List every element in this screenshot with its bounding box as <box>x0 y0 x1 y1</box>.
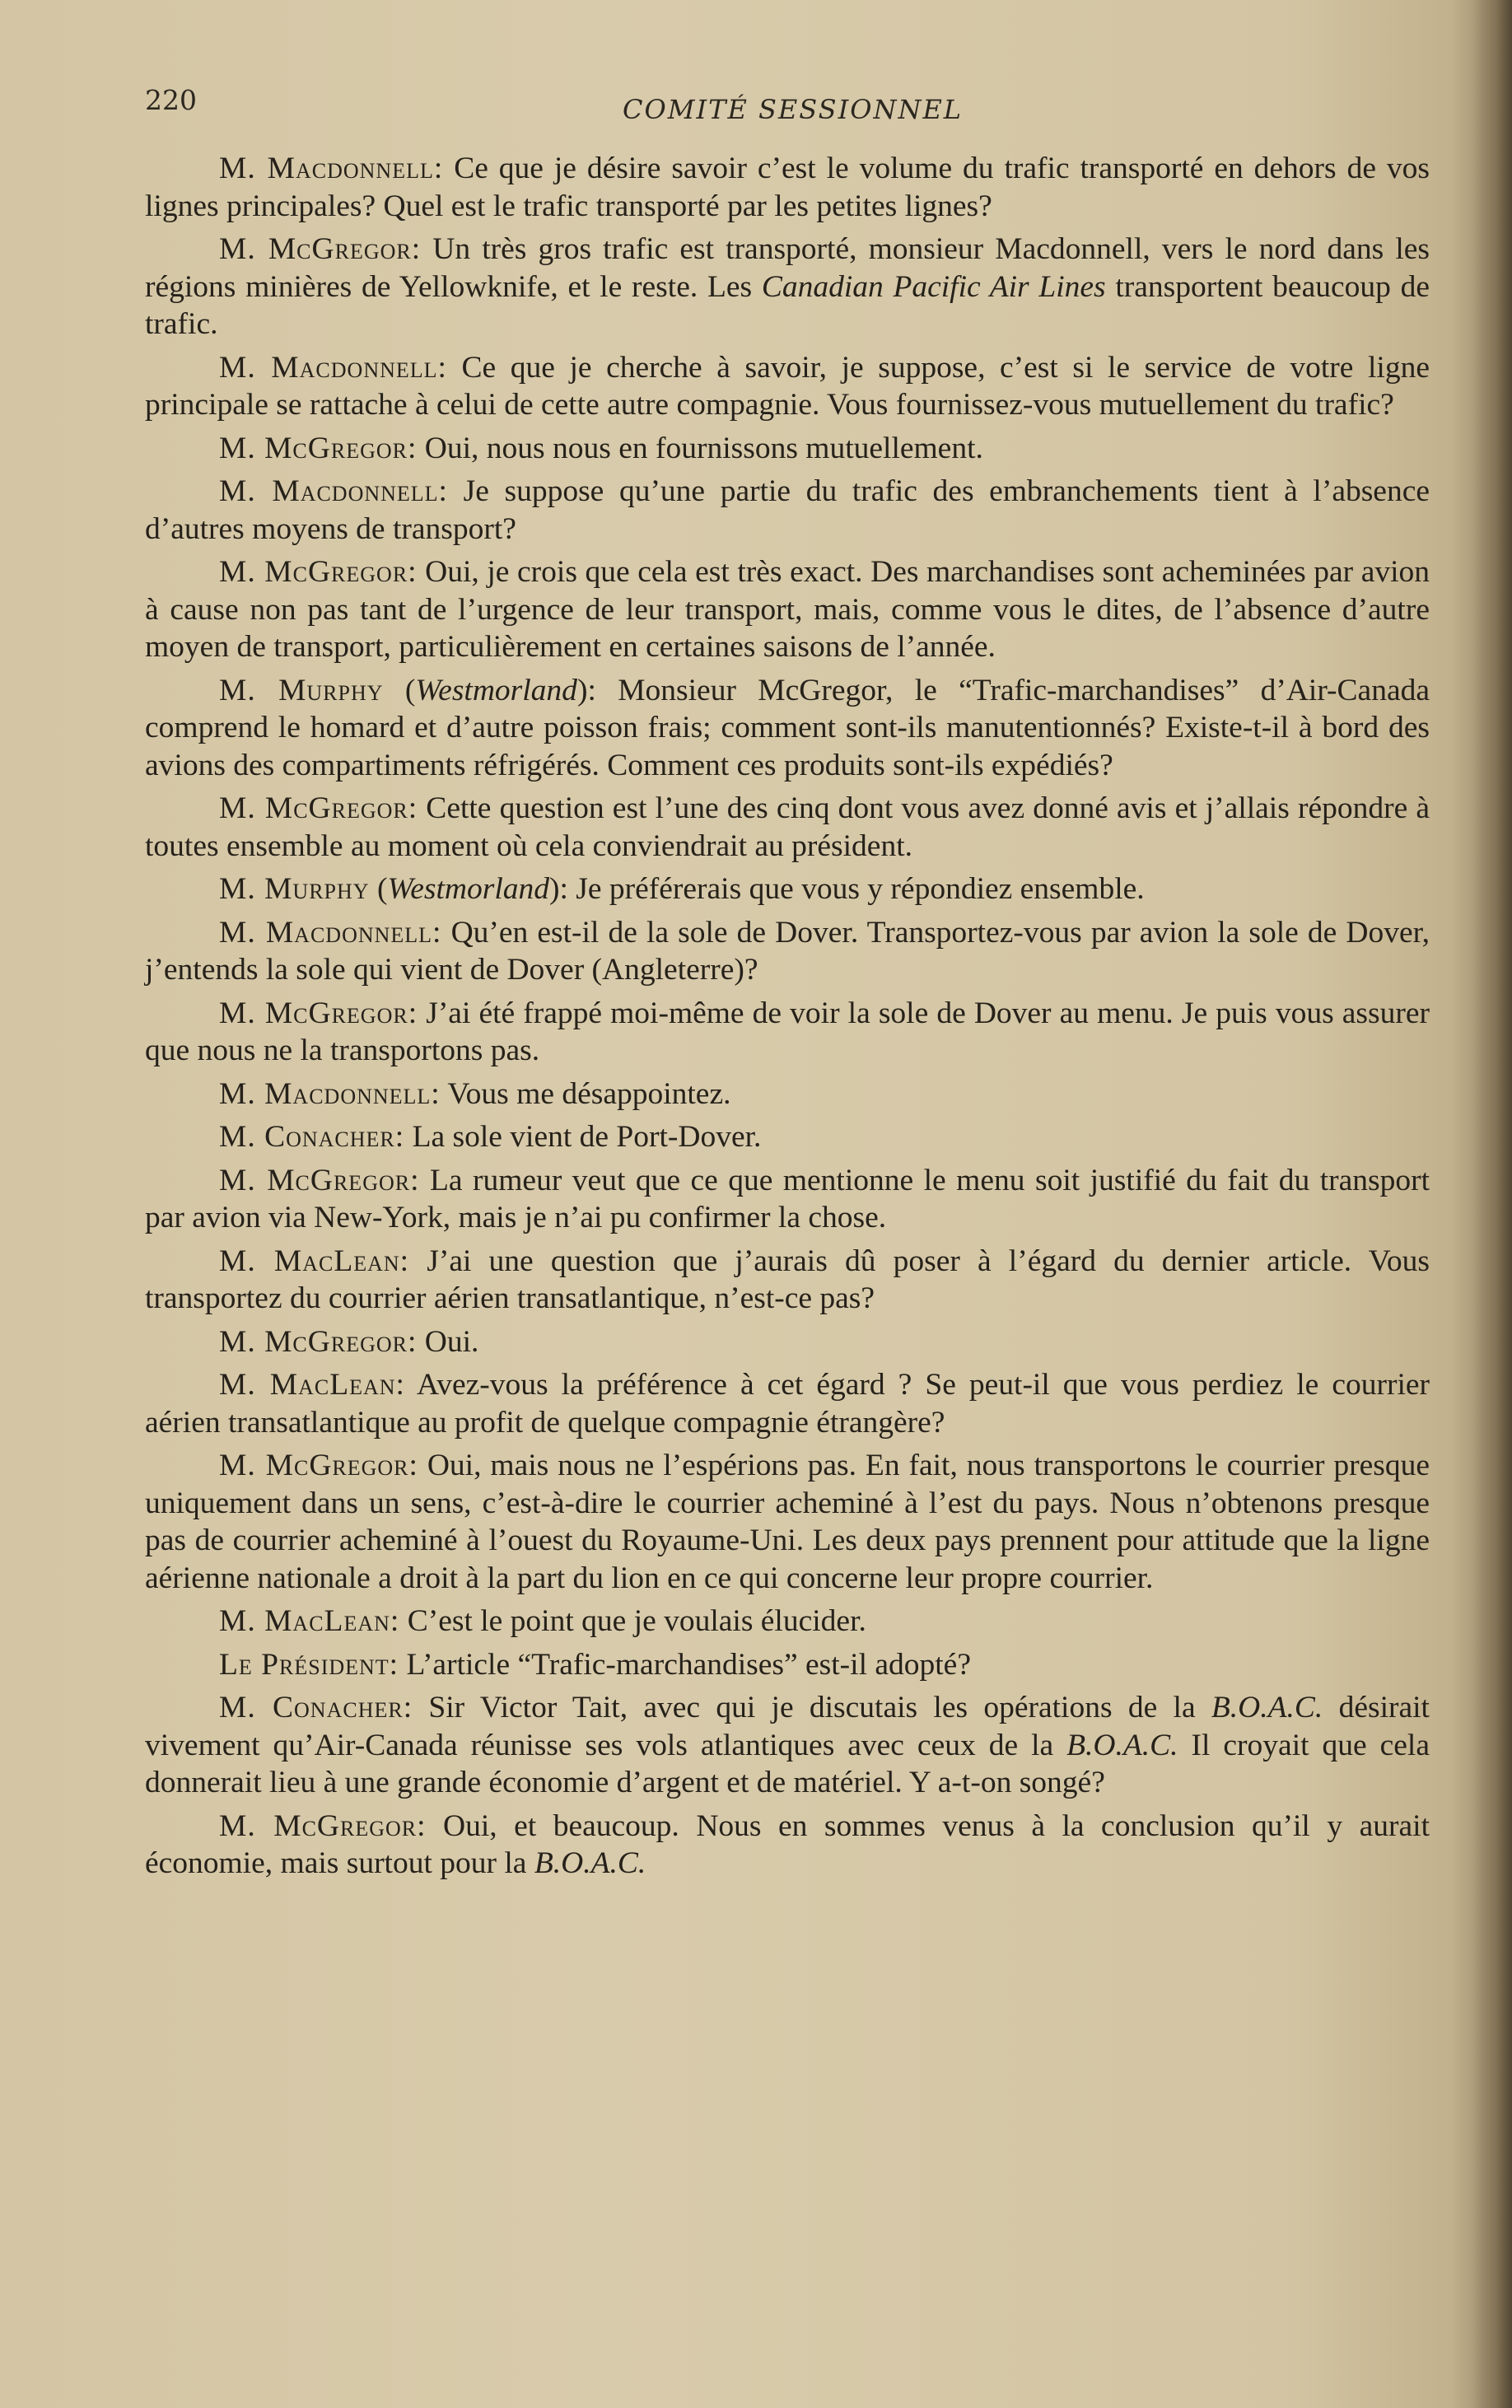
transcript-paragraph <box>145 1076 1430 1113</box>
speech-text: Qu’en est-il de la sole de Dover. Transportez-vous par avion la sole de Dover, j’entends la sole qui vient de Dover (Angleterre)? <box>145 915 1430 987</box>
speaker-name: M. McGregor: <box>219 1808 427 1843</box>
speaker-name: M. Macdonnell: <box>219 350 447 385</box>
transcript-paragraph <box>145 349 1430 424</box>
page-edge-shadow <box>1472 0 1512 2408</box>
speaker-name: M. McGregor: <box>219 1163 420 1197</box>
speech-text: Un très gros trafic est transporté, monsieur Macdonnell, vers le nord dans les régions minières de Yellowknife, et le reste. Les Canadian Pacific Air Lines transportent beaucoup de trafic. <box>145 232 1430 341</box>
speech-text: Sir Victor Tait, avec qui je discutais les opérations de la B.O.A.C. désirait vivement qu’Air-Canada réunisse ses vols atlantiques avec ceux de la B.O.A.C. Il croyait que cela donnerait lieu à une grande économie d’argent et de matériel. Y a-t-on songé? <box>145 1691 1430 1799</box>
speech-text: Avez-vous la préférence à cet égard ? Se peut-il que vous perdiez le courrier aérien transatlantique au profit de quelque compagnie étrangère? <box>145 1368 1430 1440</box>
speaker-name: Le Président: <box>219 1647 399 1682</box>
speaker-name: M. Macdonnell: <box>219 152 444 185</box>
page-header <box>145 84 1430 133</box>
speech-text: Ce que je désire savoir c’est le volume du trafic transporté en dehors de vos lignes principales? Quel est le trafic transporté par les petites lignes? <box>145 152 1430 223</box>
transcript-paragraph <box>145 430 1430 468</box>
transcript-paragraph <box>145 150 1430 225</box>
speech-text: Oui, et beaucoup. Nous en sommes venus à la conclusion qu’il y aurait économie, mais surtout pour la B.O.A.C. <box>145 1808 1430 1880</box>
speaker-name: M. Macdonnell: <box>219 1076 441 1111</box>
transcript-paragraph <box>145 914 1430 989</box>
speaker-name: M. Murphy <box>219 673 384 707</box>
speech-text: L’article “Trafic-marchandises” est-il adopté? <box>399 1647 971 1682</box>
speaker-name: M. McGregor: <box>219 232 422 266</box>
speaker-name: M. McGregor: <box>219 1324 418 1359</box>
transcript-paragraph <box>145 1646 1430 1684</box>
speaker-name: M. Conacher: <box>219 1120 405 1154</box>
transcript-paragraph <box>145 870 1430 908</box>
transcript-paragraph <box>145 1603 1430 1640</box>
speech-text: Vous me désappointez. <box>440 1076 731 1111</box>
speech-text: Je suppose qu’une partie du trafic des embranchements tient à l’absence d’autres moyens de transport? <box>145 474 1430 546</box>
speech-text: La sole vient de Port-Dover. <box>404 1120 762 1154</box>
speaker-name: M. Macdonnell: <box>219 915 442 950</box>
speaker-name: M. McGregor: <box>219 555 418 589</box>
transcript-paragraph <box>145 1689 1430 1802</box>
speech-text: : Je préférerais que vous y répondiez ensemble. <box>559 872 1145 906</box>
speech-text: Oui, mais nous ne l’espérions pas. En fait, nous transportons le courrier presque uniquement dans un sens, c’est-à-dire le courrier acheminé à l’est du pays. Nous n’obtenons presque pas de courrier acheminé à l’ouest du Royaume-Uni. Les deux pays prennent pour attitude que la ligne aérienne nationale a droit à la part du lion en ce qui concerne leur propre courrier. <box>145 1449 1430 1595</box>
speech-text: Cette question est l’une des cinq dont vous avez donné avis et j’allais répondre à toutes ensemble au moment où cela conviendrait au président. <box>145 791 1430 863</box>
transcript-paragraph <box>145 473 1430 548</box>
transcript-body <box>145 150 1430 1888</box>
speech-text: J’ai une question que j’aurais dû poser à l’égard du dernier article. Vous transportez du courrier aérien transatlantique, n’est-ce pas? <box>145 1244 1430 1315</box>
transcript-paragraph <box>145 231 1430 343</box>
page-number: 220 <box>145 84 197 116</box>
speaker-name: M. MacLean: <box>219 1368 405 1402</box>
transcript-paragraph <box>145 790 1430 865</box>
speech-text: Oui, nous nous en fournissons mutuellement. <box>417 431 983 465</box>
speaker-name: M. McGregor: <box>219 996 418 1030</box>
transcript-paragraph <box>145 1243 1430 1318</box>
transcript-paragraph <box>145 1447 1430 1597</box>
transcript-paragraph <box>145 553 1430 666</box>
speech-text: Ce que je cherche à savoir, je suppose, c’est si le service de votre ligne principale se rattache à celui de cette autre compagnie. Vous fournissez-vous mutuellement du trafic? <box>145 350 1430 422</box>
transcript-paragraph <box>145 1162 1430 1237</box>
speech-text: J’ai été frappé moi-même de voir la sole de Dover au menu. Je puis vous assurer que nous ne la transportons pas. <box>145 996 1430 1067</box>
speaker-name: M. McGregor: <box>219 791 418 825</box>
speaker-riding: (Westmorland) <box>383 673 588 707</box>
speech-text: La rumeur veut que ce que mentionne le menu soit justifié du fait du transport par avion via New-York, mais je n’ai pu confirmer la chose. <box>145 1163 1430 1234</box>
speech-text: : Monsieur McGregor, le “Trafic-marchandises” d’Air-Canada comprend le homard et d’autre poisson frais; comment sont-ils manutentionnés? Existe-t-il à bord des avions des compartiments réfrigérés. Comment ces produits sont-ils expédiés? <box>145 673 1430 782</box>
transcript-paragraph <box>145 1366 1430 1441</box>
speaker-riding: (Westmorland) <box>369 872 560 906</box>
speech-text: C’est le point que je voulais élucider. <box>399 1604 866 1638</box>
speaker-name: M. McGregor: <box>219 1449 418 1482</box>
speaker-name: M. McGregor: <box>219 431 418 465</box>
speaker-name: M. Murphy <box>219 872 370 906</box>
transcript-paragraph <box>145 1118 1430 1156</box>
transcript-paragraph <box>145 1323 1430 1361</box>
speaker-name: M. Macdonnell: <box>219 474 448 508</box>
speaker-name: M. Conacher: <box>219 1691 413 1724</box>
running-title: COMITÉ SESSIONNEL <box>623 94 964 125</box>
speech-text: Oui, je crois que cela est très exact. Des marchandises sont acheminées par avion à cause non pas tant de l’urgence de leur transport, mais, comme vous le dites, de l’absence d’autre moyen de transport, particulièrement en certaines saisons de l’année. <box>145 555 1430 664</box>
speaker-name: M. MacLean: <box>219 1604 400 1638</box>
transcript-paragraph <box>145 995 1430 1070</box>
transcript-paragraph <box>145 1808 1430 1883</box>
transcript-paragraph <box>145 672 1430 785</box>
speaker-name: M. MacLean: <box>219 1244 410 1278</box>
speech-text: Oui. <box>417 1324 479 1359</box>
